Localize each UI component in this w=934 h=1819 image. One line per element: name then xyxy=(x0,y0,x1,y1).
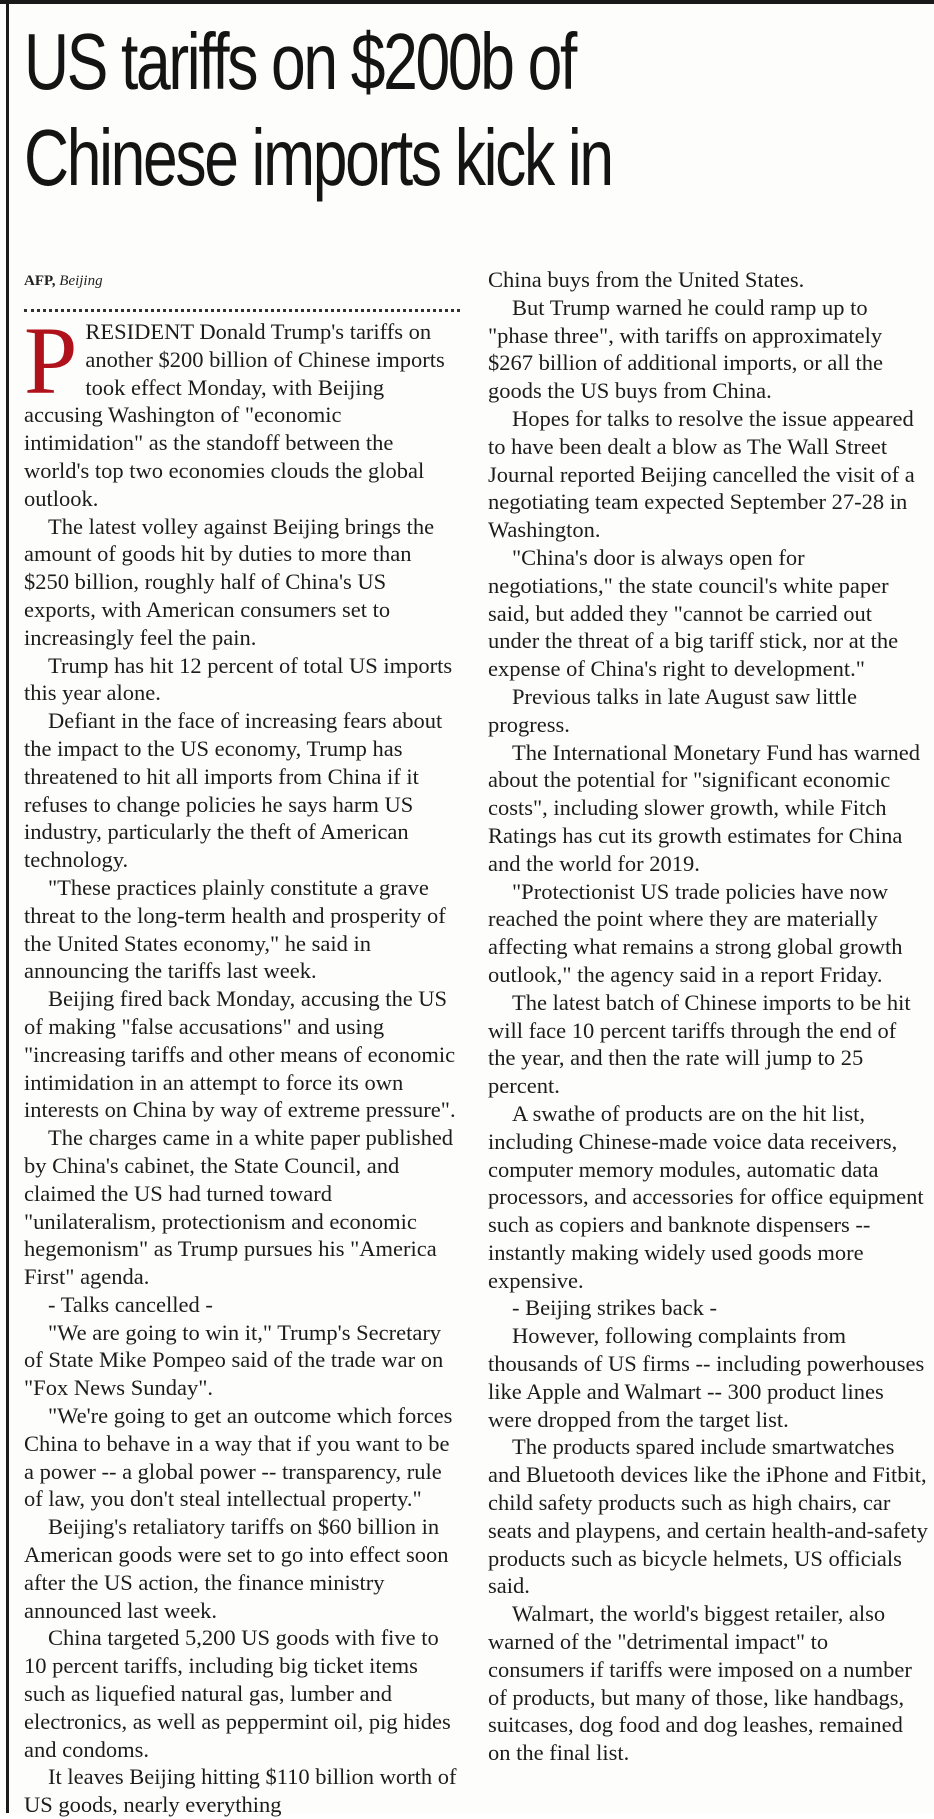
article-paragraph: The charges came in a white paper published by China's cabinet, the State Council, and claimed the US had turned toward "unilateralism, protectionism and economic hegemonism" as Trump pursues his "America First" agenda. xyxy=(24,1125,454,1290)
byline xyxy=(24,270,103,292)
article-paragraph: The latest volley against Beijing brings the amount of goods hit by duties to more than $250 billion, roughly half of China's US exports, with American consumers set to increasingly feel the pain. xyxy=(24,513,435,650)
article-paragraph: Trump has hit 12 percent of total US imports this year alone. xyxy=(24,652,453,706)
article-paragraph: But Trump warned he could ramp up to "phase three", with tariffs on approximately $267 billion of additional imports, or all the goods the US buys from China. xyxy=(488,294,883,404)
article-paragraph: The products spared include smartwatches and Bluetooth devices like the iPhone and Fitbit, child safety products such as high chairs, car seats and playpens, and certain health-and-safety products such as bicycle helmets, US officials said. xyxy=(488,1434,928,1599)
byline-dateline: Beijing xyxy=(59,273,103,289)
article-paragraph: "We're going to get an outcome which forces China to behave in a way that if you want to be a power -- a global power -- transparency, rule of law, you don't steal intellectual property." xyxy=(24,1403,453,1512)
article-paragraph: Previous talks in late August saw little progress. xyxy=(488,683,857,737)
article-paragraph: Defiant in the face of increasing fears about the impact to the US economy, Trump has threatened to hit all imports from China if it refuses to change policies he says harm US industry, particularly the theft of American technology. xyxy=(24,708,443,873)
article-paragraph: The International Monetary Fund has warned about the potential for "significant economic costs", including slower growth, while Fitch Ratings has cut its growth estimates for China and the world for 2019. xyxy=(488,739,920,876)
article-paragraph: "We are going to win it," Trump's Secretary of State Mike Pompeo said of the trade war on "Fox News Sunday". xyxy=(24,1319,444,1401)
byline-agency: AFP, xyxy=(24,273,56,289)
article-paragraph: Hopes for talks to resolve the issue appeared to have been dealt a blow as The Wall Street Journal reported Beijing cancelled the visit of a negotiating team expected September 27-28 in Washington. xyxy=(488,405,915,543)
article-paragraph: Beijing fired back Monday, accusing the US of making "false accusations" and using "increasing tariffs and other means of economic intimidation in an attempt to force its own interests on China by way of extreme pressure". xyxy=(24,986,456,1123)
article-column-right xyxy=(488,266,928,1767)
top-border-rule xyxy=(0,0,934,4)
article-paragraph-continued: China buys from the United States. xyxy=(488,267,805,292)
article-paragraph: PRESIDENT Donald Trump's tariffs on another $200 billion of Chinese imports took effect Monday, with Beijing accusing Washington of "economic intimidation" as the standoff between the world's top two economies clouds the global outlook. xyxy=(24,307,445,511)
article-paragraph: Walmart, the world's biggest retailer, also warned of the "detrimental impact" to consumers if tariffs were imposed on a number of products, but many of those, like handbags, suitcases, dog food and dog leashes, remained on the final list. xyxy=(488,1601,912,1766)
article-paragraph: "These practices plainly constitute a grave threat to the long-term health and prosperity of the United States economy," he said in announcing the tariffs last week. xyxy=(24,874,446,984)
article-paragraph: China targeted 5,200 US goods with five to 10 percent tariffs, including big ticket items such as liquefied natural gas, lumber and electronics, as well as peppermint oil, pig hides and condoms. xyxy=(24,1625,451,1762)
article-paragraph: It leaves Beijing hitting $110 billion worth of US goods, nearly everything xyxy=(24,1764,457,1818)
left-border-rule xyxy=(6,0,9,1813)
subheading-beijing-strikes-back: - Beijing strikes back - xyxy=(512,1295,717,1321)
headline-line-1: US tariffs on $200b of xyxy=(24,17,575,106)
article-paragraph: A swathe of products are on the hit list, including Chinese-made voice data receivers, computer memory modules, automatic data processors, and accessories for office equipment such as copiers and banknote dispensers -- instantly making widely used goods more expensive. xyxy=(488,1100,924,1293)
subheading-talks-cancelled: - Talks cancelled - xyxy=(48,1291,213,1317)
article-paragraph: Beijing's retaliatory tariffs on $60 billion in American goods were set to go into effect soon after the US action, the finance ministry announced last week. xyxy=(24,1514,449,1623)
article-paragraph: The latest batch of Chinese imports to be hit will face 10 percent tariffs through the end of the year, and then the rate will jump to 25 percent. xyxy=(488,989,911,1099)
headline xyxy=(24,14,921,206)
drop-cap: P xyxy=(24,307,78,414)
headline-line-2: Chinese imports kick in xyxy=(24,113,612,202)
article-paragraph: "Protectionist US trade policies have now reached the point where they are materially affecting what remains a strong global growth outlook," the agency said in a report Friday. xyxy=(488,878,903,987)
article-column-left xyxy=(24,307,462,1819)
byline-divider xyxy=(24,309,460,312)
article-paragraph: "China's door is always open for negotiations," the state council's white paper said, but added they "cannot be carried out under the threat of a big tariff stick, nor at the expense of China's right to development." xyxy=(488,544,899,682)
article-paragraph: However, following complaints from thousands of US firms -- including powerhouses like Apple and Walmart -- 300 product lines were dropped from the target list. xyxy=(488,1323,925,1432)
